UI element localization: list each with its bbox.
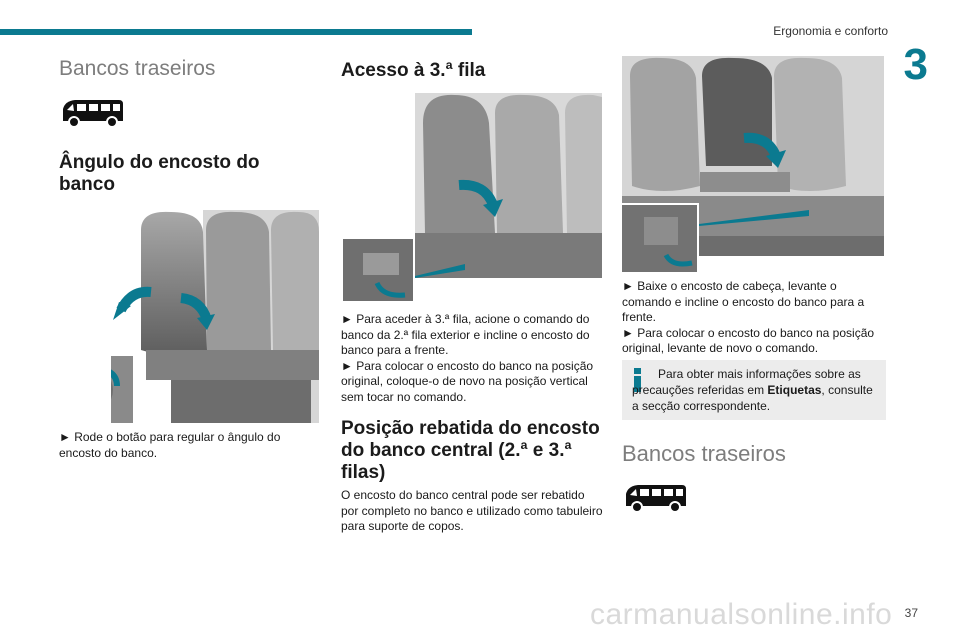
header-accent-bar — [0, 29, 472, 35]
instruction-paragraph-4: ► Para colocar o encosto do banco na posição original, levante de novo o comando. — [622, 325, 875, 355]
heading-folded-center-backrest: Posição rebatida do encosto do banco central (2.ª e 3.ª filas) — [341, 418, 600, 483]
knob-detail-inset — [111, 354, 135, 423]
chapter-number: 3 — [903, 40, 928, 89]
van-icon — [622, 482, 688, 514]
section-title-rear-seats: Bancos traseiros — [59, 57, 216, 80]
caption-backrest-angle: ► Rode o botão para regular o ângulo do encosto do banco. — [59, 430, 281, 460]
instruction-paragraph-1: ► Para aceder à 3.ª fila, acione o comando do banco da 2.ª fila exterior e incline o encosto do banco para a frente. — [341, 312, 590, 357]
inset-pointer-line-right — [699, 206, 809, 226]
instruction-paragraph-3: ► Baixe o encosto de cabeça, levante o comando e incline o encosto do banco para a frente. — [622, 279, 865, 324]
watermark: carmanualsonline.info — [590, 598, 893, 631]
lever-detail-inset — [341, 237, 415, 303]
page-number: 37 — [904, 606, 918, 620]
section-title-rear-seats-2: Bancos traseiros — [622, 441, 786, 466]
info-text-link-label: Etiquetas — [767, 383, 822, 397]
third-row-access-illustration — [415, 93, 602, 278]
info-text — [632, 366, 880, 414]
headrest-lever-inset — [622, 203, 699, 272]
van-icon — [59, 97, 125, 129]
instruction-paragraph-2: ► Para colocar o encosto do banco na posição original, coloque-o de novo na posição vertical sem tocar no comando. — [341, 358, 594, 404]
info-text-post: , consulte a secção correspondente. — [632, 383, 873, 413]
center-seat-fold-illustration — [622, 56, 884, 272]
third-row-instructions — [341, 312, 603, 405]
folded-center-paragraph: O encosto do banco central pode ser rebatido por completo no banco e utilizado como tabuleiro para suporte de copos. — [341, 488, 603, 533]
backrest-angle-illustration — [111, 210, 319, 423]
center-seat-instructions — [622, 279, 886, 357]
heading-third-row-access: Acesso à 3.ª fila — [341, 60, 486, 81]
inset-pointer-line — [415, 262, 465, 278]
info-box — [622, 360, 886, 420]
running-header: Ergonomia e conforto — [773, 24, 888, 38]
info-text-pre: Para obter mais informações sobre as precauções referidas em — [632, 367, 861, 397]
subheading-backrest-angle: Ângulo do encosto do banco — [59, 152, 260, 195]
